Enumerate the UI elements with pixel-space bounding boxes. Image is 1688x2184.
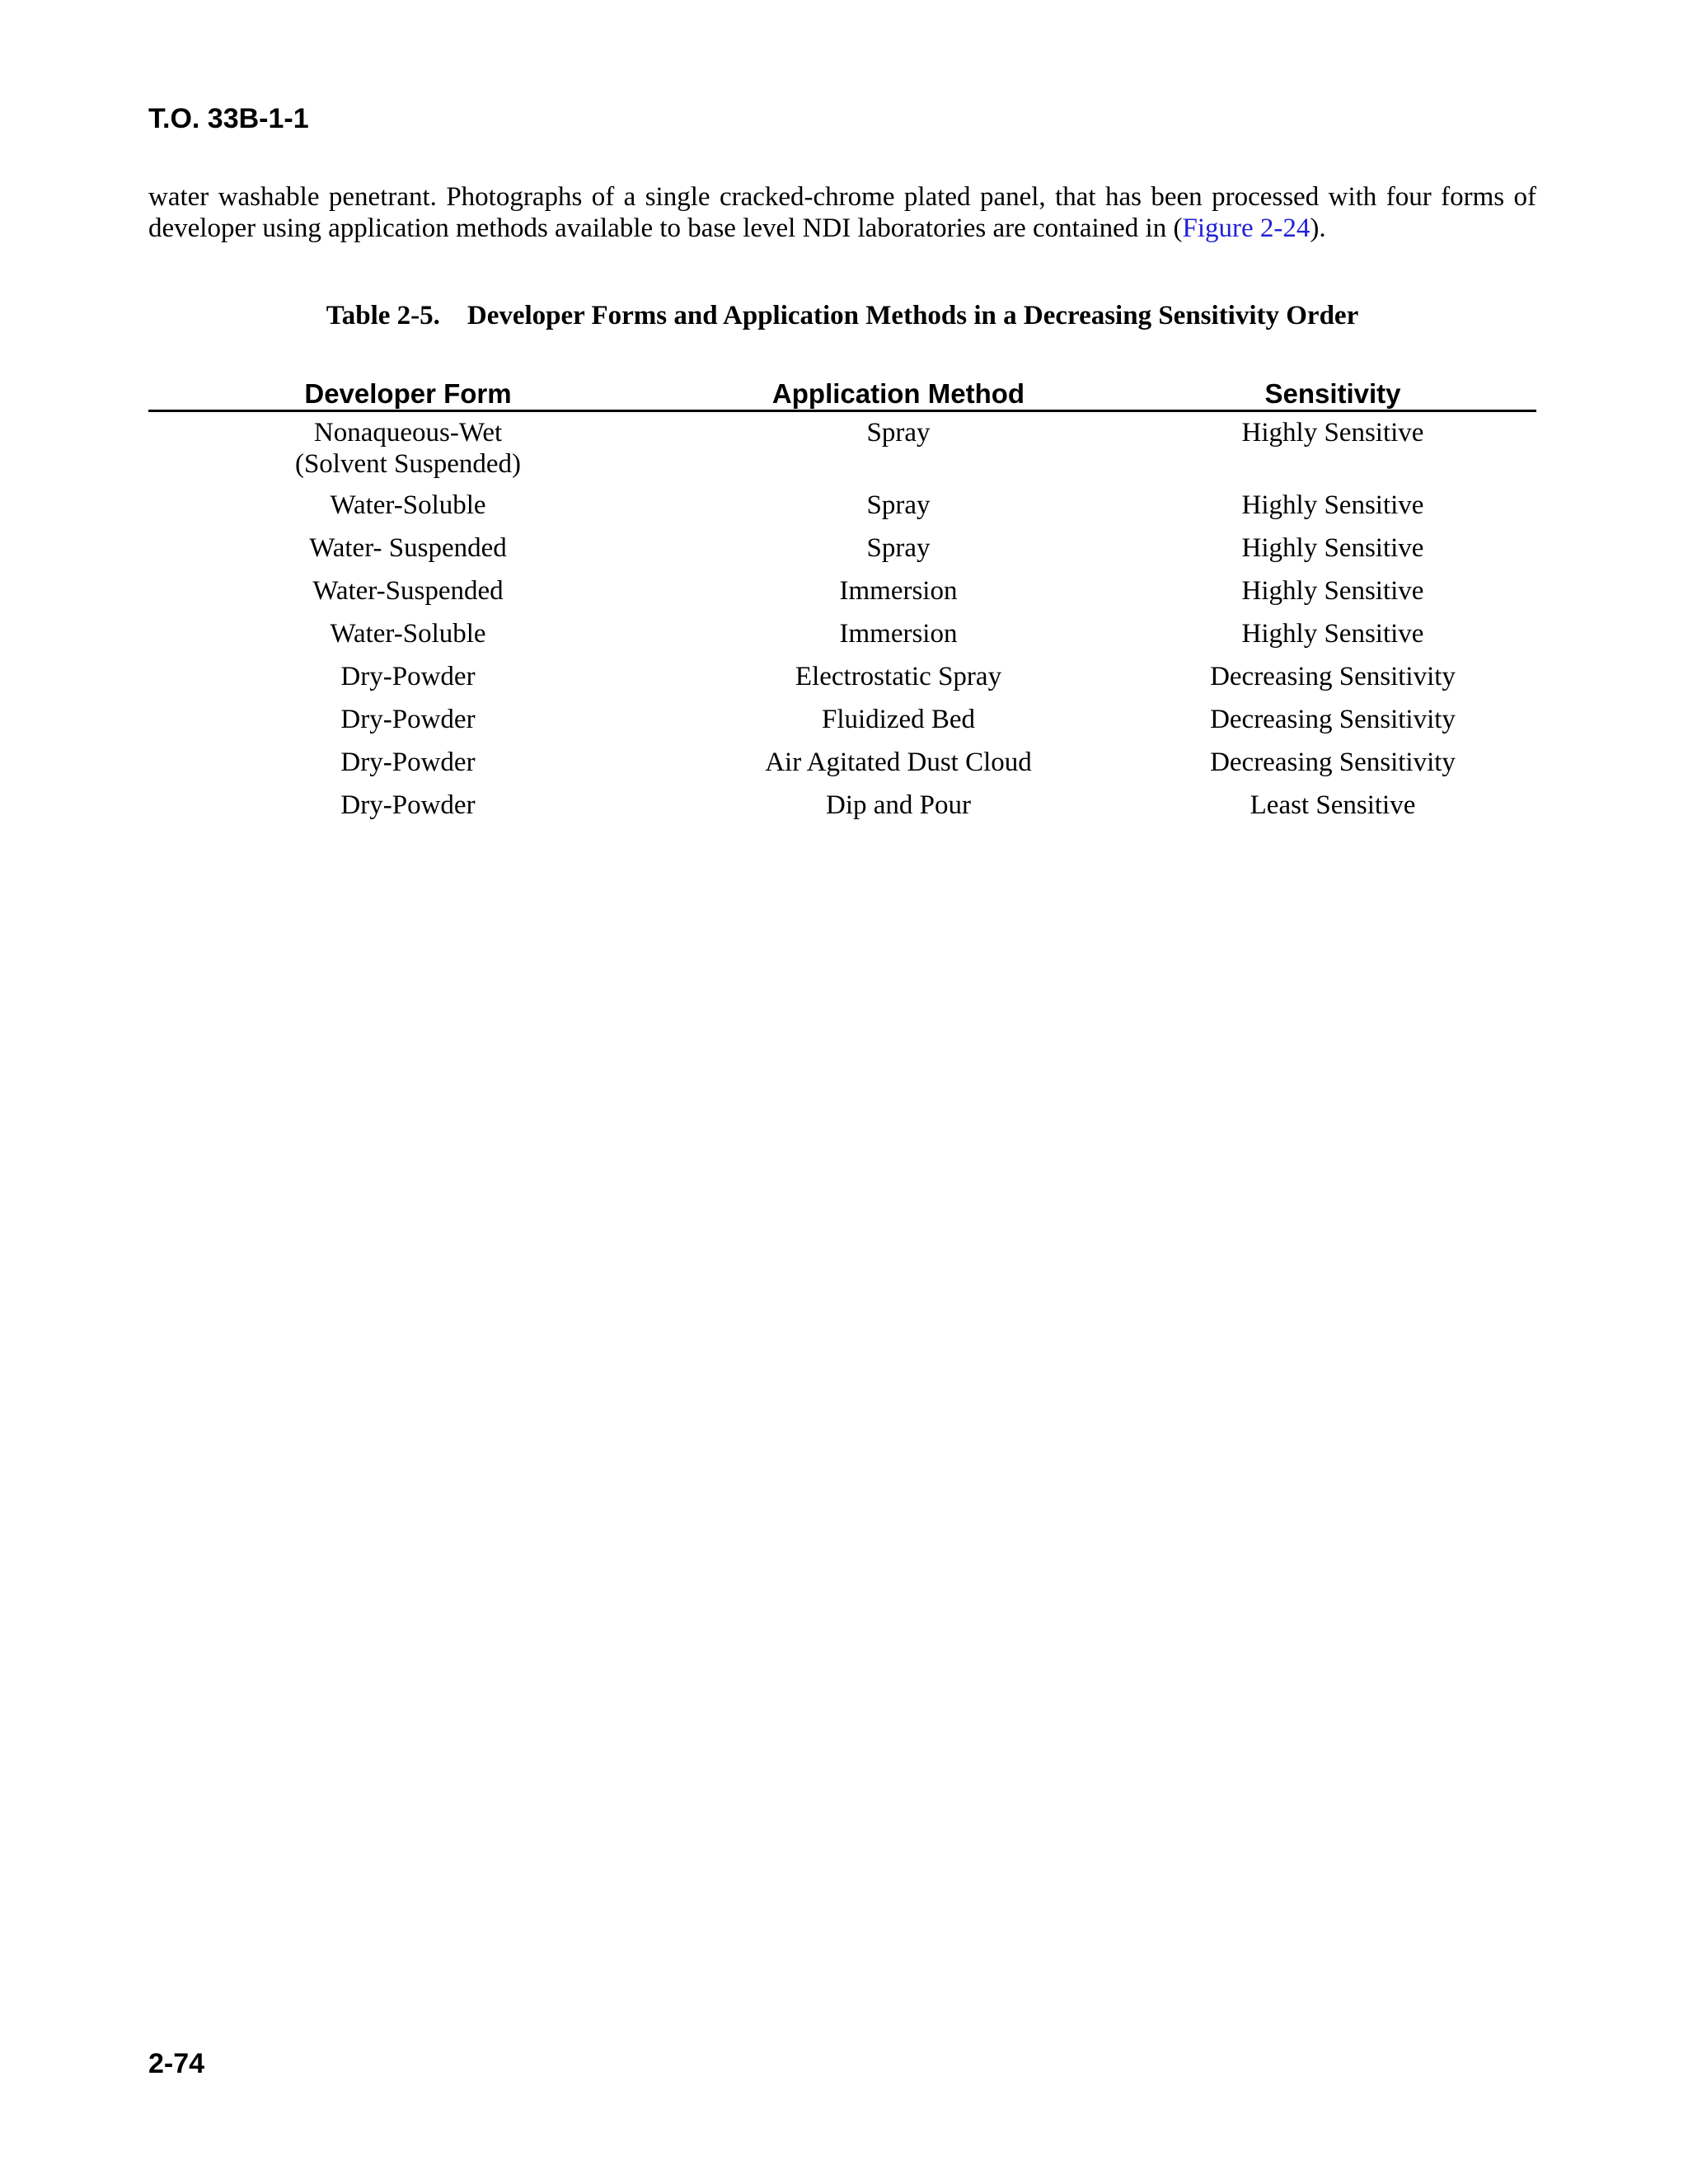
cell-application-method: Spray [866, 533, 931, 563]
intro-paragraph [148, 181, 1536, 244]
cell-developer-form: Dry-Powder [340, 662, 476, 691]
cell-sensitivity: Decreasing Sensitivity [1210, 705, 1456, 734]
cell-developer-form: Dry-Powder [340, 790, 476, 820]
cell-application-method: Immersion [839, 576, 958, 606]
developer-forms-table [148, 377, 1536, 828]
cell-sensitivity: Highly Sensitive [1241, 576, 1424, 606]
cell-developer-form: Water- Suspended [309, 533, 507, 563]
table-row [148, 528, 1536, 571]
table-title: Table 2-5. Developer Forms and Application Methods in a Decreasing Sensitivity Order [326, 301, 1359, 330]
cell-sensitivity: Highly Sensitive [1241, 490, 1424, 520]
column-header-sensitivity: Sensitivity [1129, 377, 1536, 411]
document-id-header: T.O. 33B-1-1 [148, 103, 309, 134]
cell-application-method: Dip and Pour [826, 790, 971, 820]
cell-application-method: Electrostatic Spray [795, 662, 1002, 691]
cell-application-method: Spray [866, 418, 931, 448]
cell-developer-form: Dry-Powder [340, 748, 476, 777]
table-row [148, 785, 1536, 828]
cell-developer-form: Water-Soluble [330, 490, 486, 520]
page-number: 2-74 [148, 2048, 205, 2079]
cell-form-line-1: Nonaqueous-Wet [313, 418, 503, 448]
cell-application-method: Immersion [839, 619, 958, 649]
cell-developer-form [148, 411, 668, 486]
cell-form-line-2: (Solvent Suspended) [294, 449, 522, 479]
cell-sensitivity: Highly Sensitive [1241, 619, 1424, 649]
table-row [148, 411, 1536, 486]
cell-sensitivity: Decreasing Sensitivity [1210, 748, 1456, 777]
intro-text-before: water washable penetrant. Photographs of a single cracked-chrome plated panel, that has been processed with four forms of developer using application methods available to base level NDI laboratories are contained in ( [148, 182, 1536, 243]
table-row [148, 614, 1536, 657]
column-header-application-method: Application Method [668, 377, 1129, 411]
table-row [148, 571, 1536, 614]
cell-sensitivity: Highly Sensitive [1241, 418, 1424, 448]
table-header-row [148, 377, 1536, 411]
cell-developer-form: Water-Suspended [312, 576, 504, 606]
cell-developer-form: Dry-Powder [340, 705, 476, 734]
column-header-developer-form: Developer Form [148, 377, 668, 411]
figure-2-24-link[interactable]: Figure 2-24 [1182, 213, 1311, 243]
cell-sensitivity: Highly Sensitive [1241, 533, 1424, 563]
cell-sensitivity: Least Sensitive [1250, 790, 1416, 820]
cell-application-method: Spray [866, 490, 931, 520]
cell-application-method: Air Agitated Dust Cloud [765, 748, 1032, 777]
cell-developer-form: Water-Soluble [330, 619, 486, 649]
intro-text-after: ). [1310, 213, 1326, 243]
table-row [148, 700, 1536, 743]
table-row [148, 657, 1536, 700]
table-row [148, 485, 1536, 528]
table-row [148, 743, 1536, 785]
cell-sensitivity: Decreasing Sensitivity [1210, 662, 1456, 691]
cell-application-method: Fluidized Bed [821, 705, 976, 734]
